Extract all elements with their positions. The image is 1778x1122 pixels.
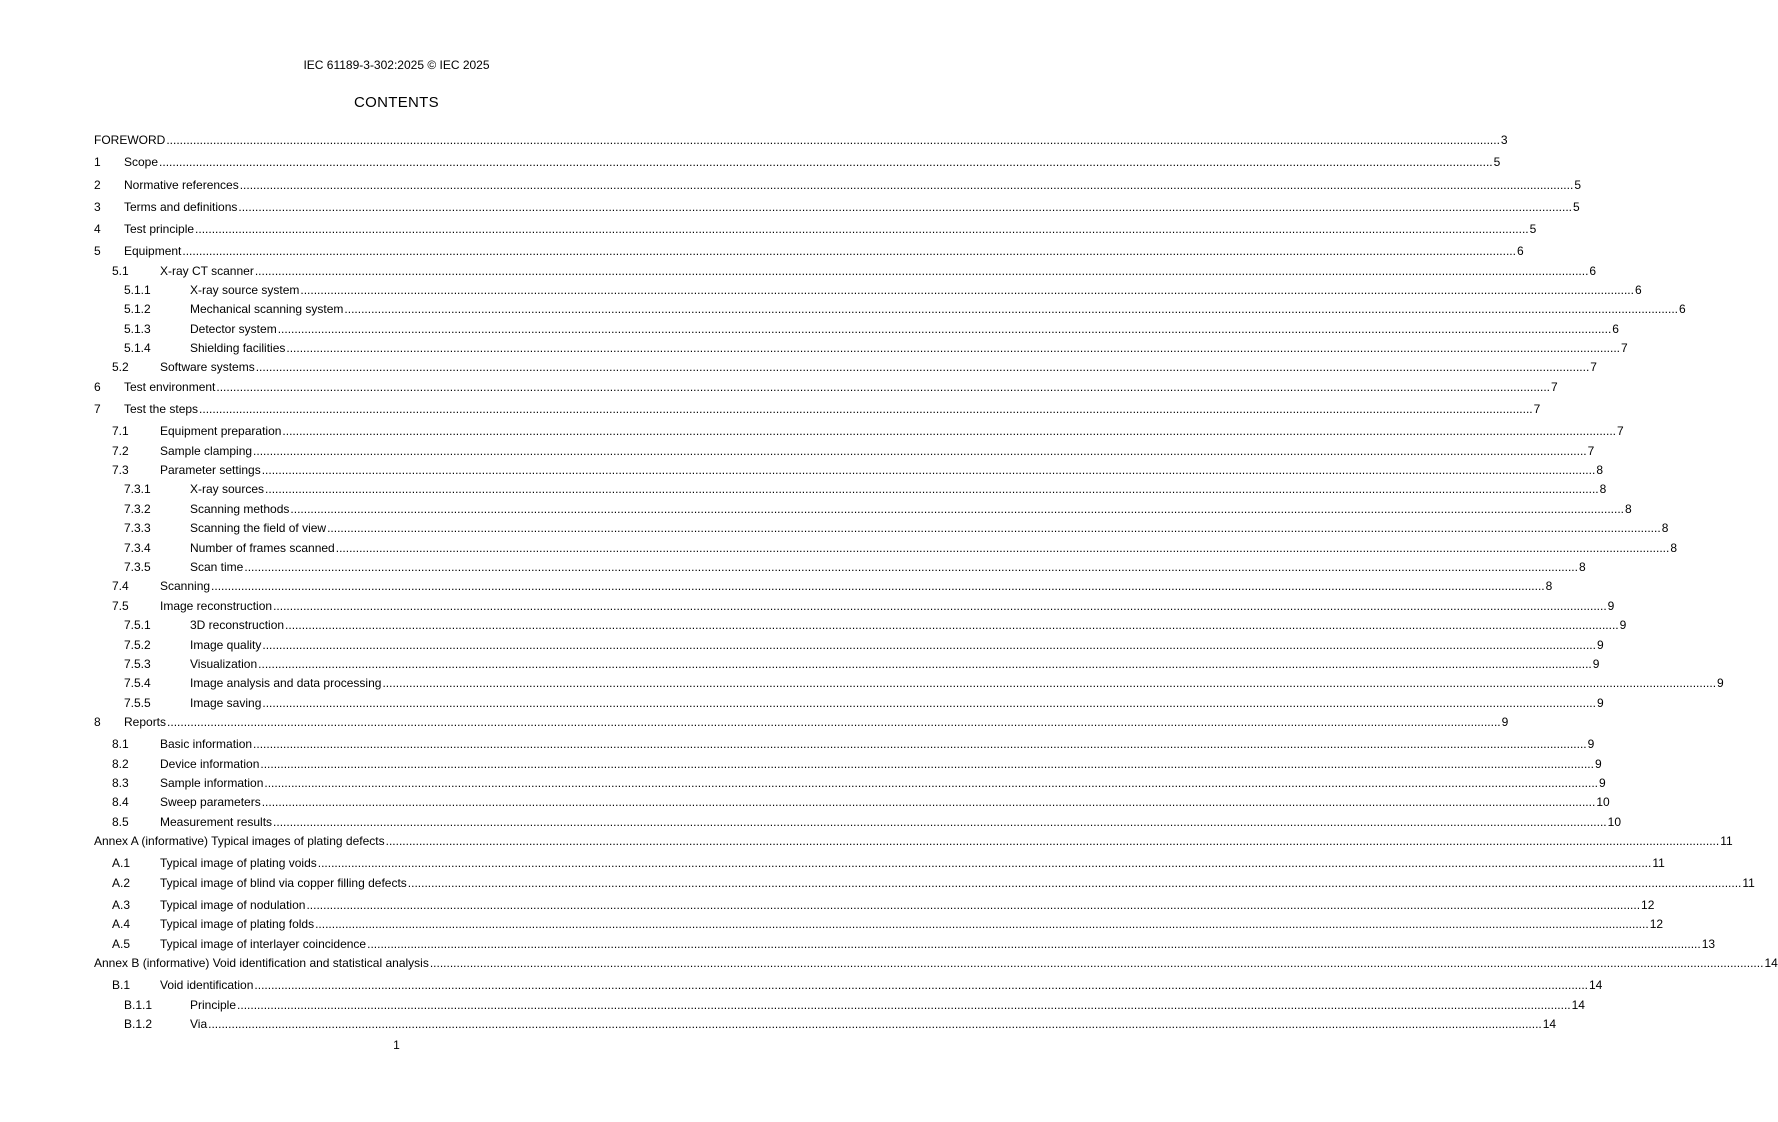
toc-entry-title: Test principle [124, 221, 195, 236]
toc-entry-number: 8.3 [112, 776, 129, 791]
toc-entry-number: 7.5.2 [124, 637, 151, 652]
toc-dot-leader: ................................................................................................................................................................................................................................................................................................................................................................................................................ [277, 321, 1612, 336]
toc-entry-title: Scanning the field of view [190, 521, 327, 536]
toc-dot-leader: ................................................................................................................................................................................................................................................................................................................................................................................................................ [208, 1017, 1542, 1032]
toc-entry-page: 14 [1571, 997, 1585, 1012]
toc-entry[interactable] [94, 931, 1716, 951]
toc-entry-page: 9 [1607, 598, 1615, 613]
toc-entry-page: 8 [1599, 482, 1607, 497]
toc-entry[interactable] [94, 574, 1553, 594]
toc-entry[interactable] [94, 970, 1603, 993]
toc-entry-page: 9 [1596, 637, 1604, 652]
toc-entry-title: Mechanical scanning system [190, 302, 344, 317]
toc-entry-number: 8.4 [112, 795, 129, 810]
toc-entry-number: 8.1 [112, 737, 129, 752]
toc-entry-number: B.1.1 [124, 997, 153, 1012]
toc-entry[interactable] [94, 771, 1606, 791]
toc-entry-page: 8 [1661, 521, 1669, 536]
toc-dot-leader: ................................................................................................................................................................................................................................................................................................................................................................................................................ [306, 898, 1641, 912]
toc-entry[interactable] [94, 316, 1619, 336]
toc-entry[interactable] [94, 1012, 1557, 1032]
toc-entry[interactable] [94, 951, 1778, 971]
toc-entry-title: Visualization [190, 656, 258, 671]
toc-entry[interactable] [94, 848, 1665, 871]
toc-dot-leader: ................................................................................................................................................................................................................................................................................................................................................................................................................ [199, 402, 1533, 417]
toc-entry-number: 8.5 [112, 814, 129, 829]
toc-entry-title: Shielding facilities [190, 341, 286, 356]
toc-entry[interactable] [94, 236, 1524, 259]
toc-entry-page: 9 [1596, 695, 1604, 710]
toc-entry-number: A.2 [112, 875, 131, 890]
toc-entry-title: Detector system [190, 321, 277, 336]
toc-dot-leader: ................................................................................................................................................................................................................................................................................................................................................................................................................ [273, 598, 1607, 613]
toc-dot-leader: ................................................................................................................................................................................................................................................................................................................................................................................................................ [317, 856, 1652, 871]
toc-entry-title: Device information [160, 756, 260, 771]
toc-entry-page: 10 [1607, 814, 1621, 829]
toc-entry-title: X-ray CT scanner [160, 263, 254, 278]
toc-entry-number: 7.3.5 [124, 559, 151, 574]
toc-dot-leader: ................................................................................................................................................................................................................................................................................................................................................................................................................ [327, 521, 1661, 536]
toc-entry-number: 8 [94, 715, 101, 730]
toc-entry-number: B.1 [112, 978, 131, 993]
toc-entry-number: 7.3.4 [124, 540, 151, 555]
toc-dot-leader: ................................................................................................................................................................................................................................................................................................................................................................................................................ [254, 263, 1589, 278]
toc-entry-number: 4 [94, 221, 101, 236]
toc-entry-page: 14 [1542, 1017, 1557, 1032]
toc-entry-title: Software systems [160, 360, 255, 375]
toc-entry-number: 7.5.1 [124, 618, 151, 633]
toc-dot-leader: ................................................................................................................................................................................................................................................................................................................................................................................................................ [260, 756, 1594, 771]
toc-entry-number: 7.3.3 [124, 521, 151, 536]
toc-entry-number: 5.1.2 [124, 302, 151, 317]
toc-dot-leader: ................................................................................................................................................................................................................................................................................................................................................................................................................ [382, 676, 1717, 691]
toc-entry[interactable] [94, 535, 1678, 555]
toc-entry-page: 7 [1590, 360, 1597, 375]
toc-entry-number: 7.3.1 [124, 482, 151, 497]
toc-entry-title: Scope [124, 155, 159, 170]
toc-entry[interactable] [94, 336, 1628, 356]
toc-dot-leader: ................................................................................................................................................................................................................................................................................................................................................................................................................ [253, 737, 1587, 752]
toc-dot-leader: ................................................................................................................................................................................................................................................................................................................................................................................................................ [335, 540, 1670, 555]
toc-dot-leader: ................................................................................................................................................................................................................................................................................................................................................................................................................ [211, 579, 1545, 594]
toc-dot-leader: ................................................................................................................................................................................................................................................................................................................................................................................................................ [253, 443, 1587, 458]
toc-entry-page: 6 [1589, 263, 1597, 278]
toc-dot-leader: ................................................................................................................................................................................................................................................................................................................................................................................................................ [429, 956, 1764, 971]
toc-entry-title: Reports [124, 715, 167, 730]
toc-entry-page: 5 [1574, 177, 1581, 192]
toc-entry[interactable] [94, 912, 1664, 932]
toc-entry-page: 13 [1701, 936, 1716, 951]
toc-entry-title: Scan time [190, 559, 244, 574]
toc-entry-number: 5.1.1 [124, 282, 151, 297]
toc-entry-number: 1 [94, 155, 101, 170]
toc-entry-number: 7.1 [112, 424, 129, 439]
toc-entry-number: 8.2 [112, 756, 129, 771]
toc-dot-leader: ................................................................................................................................................................................................................................................................................................................................................................................................................ [385, 834, 1720, 849]
toc-dot-leader: ................................................................................................................................................................................................................................................................................................................................................................................................................ [262, 637, 1596, 652]
toc-dot-leader: ................................................................................................................................................................................................................................................................................................................................................................................................................ [407, 875, 1742, 890]
toc-entry-number: 7.3.2 [124, 501, 151, 516]
toc-entry-page: 8 [1596, 463, 1603, 478]
toc-entry-title: 3D reconstruction [190, 618, 285, 633]
toc-entry[interactable] [94, 809, 1621, 829]
toc-dot-leader: ................................................................................................................................................................................................................................................................................................................................................................................................................ [255, 360, 1590, 375]
toc-dot-leader: ................................................................................................................................................................................................................................................................................................................................................................................................................ [159, 155, 1493, 170]
toc-dot-leader: ................................................................................................................................................................................................................................................................................................................................................................................................................ [286, 341, 1620, 356]
toc-dot-leader: ................................................................................................................................................................................................................................................................................................................................................................................................................ [285, 618, 1619, 633]
toc-entry-page: 9 [1587, 737, 1595, 752]
toc-entry-number: 5.1 [112, 263, 129, 278]
toc-entry-number: 3 [94, 199, 101, 214]
toc-entry-title: Image saving [190, 695, 262, 710]
page-number: 1 [393, 1038, 400, 1052]
toc-entry-title: Number of frames scanned [190, 540, 335, 555]
toc-entry-page: 5 [1572, 199, 1580, 214]
toc-entry-title: Terms and definitions [124, 199, 238, 214]
toc-entry[interactable] [94, 214, 1537, 236]
contents-title: CONTENTS [354, 94, 439, 111]
toc-dot-leader: ................................................................................................................................................................................................................................................................................................................................................................................................................ [282, 424, 1617, 439]
toc-entry-page: 3 [1500, 133, 1508, 148]
toc-dot-leader: ................................................................................................................................................................................................................................................................................................................................................................................................................ [261, 463, 1596, 478]
toc-dot-leader: ................................................................................................................................................................................................................................................................................................................................................................................................................ [262, 695, 1596, 710]
toc-dot-leader: ................................................................................................................................................................................................................................................................................................................................................................................................................ [367, 936, 1701, 951]
toc-entry[interactable] [94, 258, 1597, 278]
toc-entry[interactable] [94, 278, 1642, 297]
toc-entry-number: 7.5.3 [124, 656, 151, 671]
toc-entry[interactable] [94, 671, 1724, 691]
toc-entry-title: Measurement results [160, 814, 273, 829]
document-header: IEC 61189-3-302:2025 © IEC 2025 [303, 58, 490, 72]
toc-dot-leader: ................................................................................................................................................................................................................................................................................................................................................................................................................ [167, 715, 1501, 730]
toc-entry[interactable] [94, 192, 1580, 214]
toc-entry-title: Annex B (informative) Void identification and statistical analysis [94, 956, 429, 971]
toc-entry-number: A.5 [112, 936, 131, 951]
toc-entry-page: 9 [1501, 715, 1509, 730]
toc-dot-leader: ................................................................................................................................................................................................................................................................................................................................................................................................................ [261, 795, 1596, 810]
toc-entry-page: 6 [1516, 244, 1524, 259]
toc-entry-page: 6 [1679, 302, 1686, 317]
toc-entry-title: Equipment preparation [160, 424, 282, 439]
toc-entry[interactable] [94, 477, 1607, 497]
toc-entry[interactable] [94, 416, 1624, 439]
toc-entry-number: 7.5 [112, 598, 129, 613]
toc-entry-page: 5 [1529, 221, 1537, 236]
toc-entry-title: Sample information [160, 776, 264, 791]
toc-entry[interactable] [94, 890, 1655, 912]
toc-entry-number: 7.5.4 [124, 676, 151, 691]
toc-entry-title: Principle [190, 997, 237, 1012]
toc-entry-title: X-ray sources [190, 482, 265, 497]
toc-entry-page: 7 [1550, 379, 1558, 394]
toc-entry-number: 5.1.3 [124, 321, 151, 336]
toc-entry-page: 14 [1589, 978, 1603, 993]
toc-entry-page: 10 [1596, 795, 1610, 810]
toc-dot-leader: ................................................................................................................................................................................................................................................................................................................................................................................................................ [273, 814, 1607, 829]
toc-entry[interactable] [94, 297, 1686, 317]
toc-entry[interactable] [94, 710, 1509, 730]
toc-entry-page: 6 [1612, 321, 1619, 336]
toc-dot-leader: ................................................................................................................................................................................................................................................................................................................................................................................................................ [290, 501, 1624, 516]
toc-entry[interactable] [94, 147, 1501, 170]
toc-entry-title: Normative references [124, 177, 239, 192]
toc-entry-number: 5.1.4 [124, 341, 151, 356]
toc-entry[interactable] [94, 790, 1610, 810]
toc-entry-page: 11 [1720, 834, 1733, 849]
toc-entry-title: Sample clamping [160, 443, 253, 458]
toc-entry-title: FOREWORD [94, 133, 166, 148]
toc-entry-page: 9 [1598, 776, 1606, 791]
toc-entry-title: Typical image of plating folds [160, 917, 315, 932]
toc-entry-title: Via [190, 1017, 208, 1032]
toc-dot-leader: ................................................................................................................................................................................................................................................................................................................................................................................................................ [216, 379, 1550, 394]
toc-entry-title: Annex A (informative) Typical images of plating defects [94, 834, 385, 849]
toc-entry-page: 7 [1533, 402, 1541, 417]
toc-entry-page: 8 [1670, 540, 1678, 555]
toc-entry-page: 11 [1652, 856, 1665, 871]
toc-entry-page: 8 [1578, 559, 1586, 574]
toc-entry-page: 9 [1619, 618, 1627, 633]
toc-entry-page: 11 [1742, 875, 1755, 890]
toc-entry-title: Image analysis and data processing [190, 676, 382, 691]
toc-entry[interactable] [94, 394, 1541, 417]
toc-entry-number: A.3 [112, 898, 131, 912]
toc-entry[interactable] [94, 438, 1595, 458]
toc-entry[interactable] [94, 555, 1586, 574]
toc-entry-title: Basic information [160, 737, 253, 752]
toc-entry-title: Image quality [190, 637, 262, 652]
toc-entry[interactable] [94, 829, 1733, 849]
toc-entry-page: 7 [1620, 341, 1628, 356]
toc-entry-title: Parameter settings [160, 463, 261, 478]
toc-entry-title: Test environment [124, 379, 216, 394]
toc-dot-leader: ................................................................................................................................................................................................................................................................................................................................................................................................................ [315, 917, 1649, 932]
toc-dot-leader: ................................................................................................................................................................................................................................................................................................................................................................................................................ [238, 199, 1572, 214]
toc-entry[interactable] [94, 613, 1627, 633]
toc-entry[interactable] [94, 496, 1632, 516]
toc-entry[interactable] [94, 652, 1600, 671]
toc-entry-title: Typical image of nodulation [160, 898, 306, 912]
toc-entry-page: 7 [1587, 443, 1595, 458]
toc-entry-number: 7.5.5 [124, 695, 151, 710]
toc-entry-page: 8 [1625, 501, 1632, 516]
toc-dot-leader: ................................................................................................................................................................................................................................................................................................................................................................................................................ [182, 244, 1516, 259]
toc-entry[interactable] [94, 992, 1585, 1012]
toc-entry-page: 9 [1717, 676, 1724, 691]
toc-entry-title: Sweep parameters [160, 795, 261, 810]
toc-entry[interactable] [94, 632, 1604, 652]
toc-dot-leader: ................................................................................................................................................................................................................................................................................................................................................................................................................ [166, 133, 1500, 148]
toc-entry-page: 14 [1764, 956, 1778, 971]
toc-entry-page: 9 [1594, 756, 1602, 771]
toc-entry-title: Image reconstruction [160, 598, 273, 613]
toc-dot-leader: ................................................................................................................................................................................................................................................................................................................................................................................................................ [239, 177, 1574, 192]
toc-entry-number: A.4 [112, 917, 131, 932]
toc-dot-leader: ................................................................................................................................................................................................................................................................................................................................................................................................................ [258, 656, 1592, 671]
toc-entry[interactable] [94, 458, 1603, 478]
toc-entry[interactable] [94, 374, 1558, 394]
toc-entry[interactable] [94, 870, 1755, 890]
toc-entry-title: Typical image of blind via copper filling defects [160, 875, 407, 890]
toc-entry-title: Void identification [160, 978, 254, 993]
table-of-contents [94, 125, 1778, 1032]
toc-entry-number: 5.2 [112, 360, 129, 375]
toc-entry-title: Scanning [160, 579, 211, 594]
toc-entry[interactable] [94, 751, 1602, 771]
toc-entry-page: 9 [1592, 656, 1600, 671]
toc-entry[interactable] [94, 169, 1581, 192]
toc-entry[interactable] [94, 355, 1597, 375]
toc-entry-number: 7.4 [112, 579, 129, 594]
toc-entry-number: 7.3 [112, 463, 129, 478]
toc-dot-leader: ................................................................................................................................................................................................................................................................................................................................................................................................................ [344, 302, 1678, 317]
toc-entry[interactable] [94, 690, 1604, 710]
toc-entry-title: Scanning methods [190, 501, 290, 516]
toc-entry-number: 5 [94, 244, 101, 259]
toc-entry-title: X-ray source system [190, 282, 300, 297]
toc-entry-page: 8 [1545, 579, 1553, 594]
toc-entry-page: 6 [1634, 282, 1642, 297]
toc-entry[interactable] [94, 729, 1595, 752]
toc-entry[interactable] [94, 125, 1508, 148]
toc-entry-number: 7 [94, 402, 101, 417]
toc-entry-title: Typical image of interlayer coincidence [160, 936, 367, 951]
toc-dot-leader: ................................................................................................................................................................................................................................................................................................................................................................................................................ [254, 978, 1588, 993]
toc-entry-page: 5 [1493, 155, 1501, 170]
toc-entry-number: 7.2 [112, 443, 129, 458]
toc-dot-leader: ................................................................................................................................................................................................................................................................................................................................................................................................................ [265, 482, 1599, 497]
toc-entry-number: B.1.2 [124, 1017, 153, 1032]
toc-entry[interactable] [94, 516, 1669, 536]
toc-entry-page: 12 [1641, 898, 1655, 912]
toc-dot-leader: ................................................................................................................................................................................................................................................................................................................................................................................................................ [237, 997, 1571, 1012]
toc-entry-title: Typical image of plating voids [160, 856, 317, 871]
toc-entry-title: Test the steps [124, 402, 199, 417]
toc-dot-leader: ................................................................................................................................................................................................................................................................................................................................................................................................................ [264, 776, 1598, 791]
toc-entry-page: 7 [1617, 424, 1624, 439]
toc-dot-leader: ................................................................................................................................................................................................................................................................................................................................................................................................................ [300, 282, 1634, 297]
toc-entry-number: 6 [94, 379, 101, 394]
toc-entry-number: 2 [94, 177, 101, 192]
toc-entry[interactable] [94, 593, 1615, 613]
toc-entry-number: A.1 [112, 856, 131, 871]
toc-dot-leader: ................................................................................................................................................................................................................................................................................................................................................................................................................ [244, 559, 1578, 574]
toc-entry-title: Equipment [124, 244, 182, 259]
toc-dot-leader: ................................................................................................................................................................................................................................................................................................................................................................................................................ [195, 221, 1529, 236]
toc-entry-page: 12 [1649, 917, 1664, 932]
